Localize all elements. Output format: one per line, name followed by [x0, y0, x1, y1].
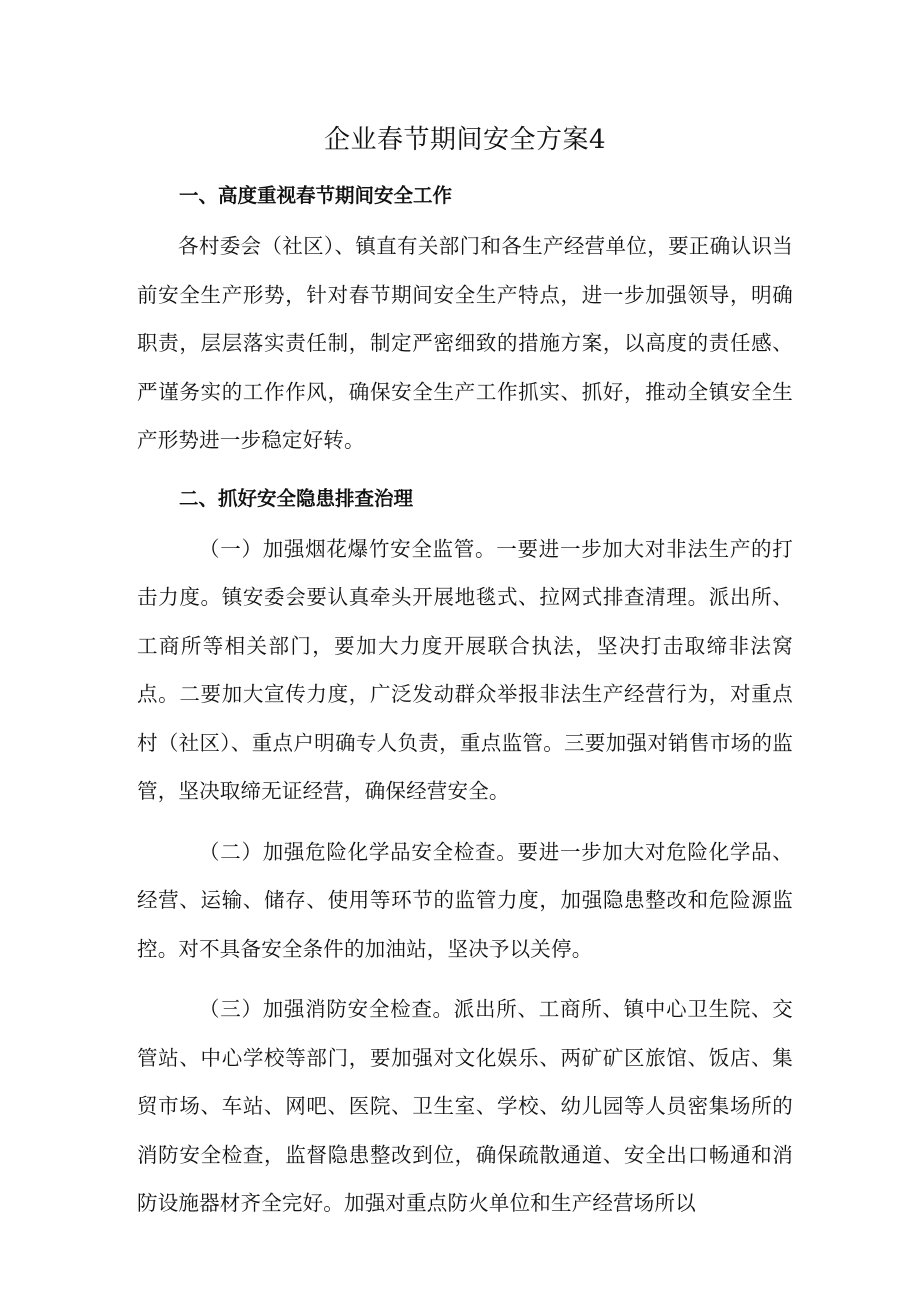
section-2-paragraph-3: （三）加强消防安全检查。派出所、工商所、镇中心卫生院、交管站、中心学校等部门，要加强对文化娱乐、两矿矿区旅馆、饭店、集贸市场、车站、网吧、医院、卫生室、学校、幼儿园等人员密集场所的消防安全检查，监督隐患整改到位，确保疏散通道、安全出口畅通和消防设施器材齐全完好。加强对重点防火单位和生产经营场所以	[137, 997, 793, 1215]
section-2-paragraph-2: （二）加强危险化学品安全检查。要进一步加大对危险化学品、经营、运输、储存、使用等环节的监管力度，加强隐患整改和危险源监控。对不具备安全条件的加油站，坚决予以关停。	[137, 839, 793, 961]
document-body	[137, 118, 793, 1228]
section-1-paragraph-1: 各村委会（社区）、镇直有关部门和各生产经营单位，要正确认识当前安全生产形势，针对春节期间安全生产特点，进一步加强领导，明确职责，层层落实责任制，制定严密细致的措施方案，以高度的责任感、严谨务实的工作作风，确保安全生产工作抓实、抓好，推动全镇安全生产形势进一步稳定好转。	[137, 234, 793, 452]
document-title: 企业春节期间安全方案4	[323, 125, 607, 155]
section-1-heading: 一、高度重视春节期间安全工作	[179, 184, 453, 207]
section-2-paragraph-1: （一）加强烟花爆竹安全监管。一要进一步加大对非法生产的打击力度。镇安委会要认真牵头开展地毯式、拉网式排查清理。派出所、工商所等相关部门，要加大力度开展联合执法，坚决打击取缔非法窝点。二要加大宣传力度，广泛发动群众举报非法生产经营行为，对重点村（社区）、重点户明确专人负责，重点监管。三要加强对销售市场的监管，坚决取缔无证经营，确保经营安全。	[137, 536, 793, 803]
section-2-heading: 二、抓好安全隐患排查治理	[179, 486, 414, 510]
